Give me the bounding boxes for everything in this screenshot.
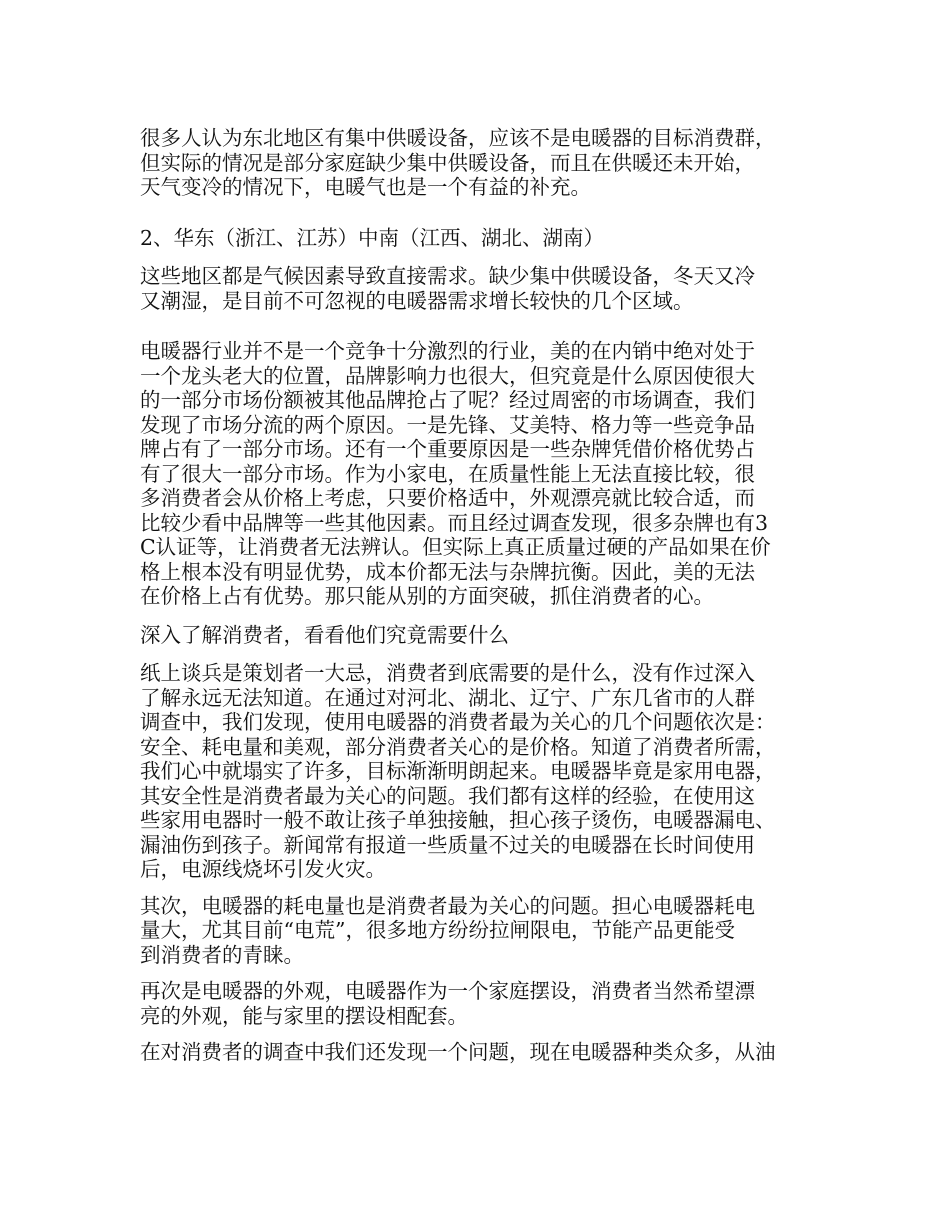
paragraph-market-competition: 电暖器行业并不是一个竞争十分激烈的行业，美的在内销中绝对处于 一个龙头老大的位置，品牌影响力也很大，但究竟是什么原因使很大 的一部分市场份额被其他品牌抢占了呢？经过周密的市场调查，我们 发现了市场分流的两个原因。一是先锋、艾美特、格力等一些竞争品 牌占有了一部分市场。还有一个重要原因是一些杂牌凭借价格优势占 有了很大一部分市场。作为小家电，在质量性能上无法直接比较，很 多消费者会从价格上考虑，只要价格适中，外观漂亮就比较合适，而 比较少看中品牌等一些其他因素。而且经过调查发现，很多杂牌也有3 C认证等，让消费者无法辨认。但实际上真正质量过硬的产品如果在价 格上根本没有明显优势，成本价都无法与杂牌抗衡。因此，美的无法 在价格上占有优势。那只能从别的方面突破，抓住消费者的心。 <box>140 339 771 608</box>
paragraph-spacer <box>140 647 812 661</box>
paragraph-spacer <box>140 200 812 226</box>
paragraph-consumer-survey: 纸上谈兵是策划者一大忌，消费者到底需要的是什么，没有作过深入 了解永远无法知道。在通过对河北、湖北、辽宁、广东几省市的人群 调查中，我们发现，使用电暖器的消费者最为关心的几个问题依次是： 安全、耗电量和美观，部分消费者关心的是价格。知道了消费者所需， 我们心中就塌实了许多，目标渐渐明朗起来。电暖器毕竟是家用电器， 其安全性是消费者最为关心的问题。我们都有这样的经验，在使用这 些家用电器时一般不敢让孩子单独接触，担心孩子烫伤，电暖器漏电、 漏油伤到孩子。新闻常有报道一些质量不过关的电暖器在长时间使用 后，电源线烧坏引发火灾。 <box>140 661 776 881</box>
document-page <box>140 126 812 1065</box>
paragraph-spacer <box>140 1028 812 1040</box>
paragraph-spacer <box>140 250 812 264</box>
paragraph-spacer <box>140 313 812 339</box>
section-heading-understand-consumers: 深入了解消费者，看看他们究竟需要什么 <box>140 622 509 647</box>
paragraph-northeast-heating: 很多人认为东北地区有集中供暖设备，应该不是电暖器的目标消费群， 但实际的情况是部分家庭缺少集中供暖设备，而且在供暖还未开始， 天气变冷的情况下，电暖气也是一个有益的补充。 <box>140 126 776 199</box>
paragraph-survey-problem: 在对消费者的调查中我们还发现一个问题，现在电暖器种类众多，从油 <box>140 1040 776 1064</box>
paragraph-spacer <box>140 967 812 979</box>
paragraph-power-consumption: 其次，电暖器的耗电量也是消费者最为关心的问题。担心电暖器耗电 量大，尤其目前“电荒”，很多地方纷纷拉闸限电，节能产品更能受 到消费者的青睐。 <box>140 893 755 967</box>
paragraph-spacer <box>140 882 812 894</box>
paragraph-appearance: 再次是电暖器的外观，电暖器作为一个家庭摆设，消费者当然希望漂 亮的外观，能与家里的摆设相配套。 <box>140 979 755 1028</box>
section-heading-east-central: 2、华东（浙江、江苏）中南（江西、湖北、湖南） <box>140 225 605 250</box>
paragraph-spacer <box>140 609 812 623</box>
paragraph-climate-demand: 这些地区都是气候因素导致直接需求。缺少集中供暖设备，冬天又冷 又潮湿，是目前不可忽视的电暖器需求增长较快的几个区域。 <box>140 264 755 313</box>
